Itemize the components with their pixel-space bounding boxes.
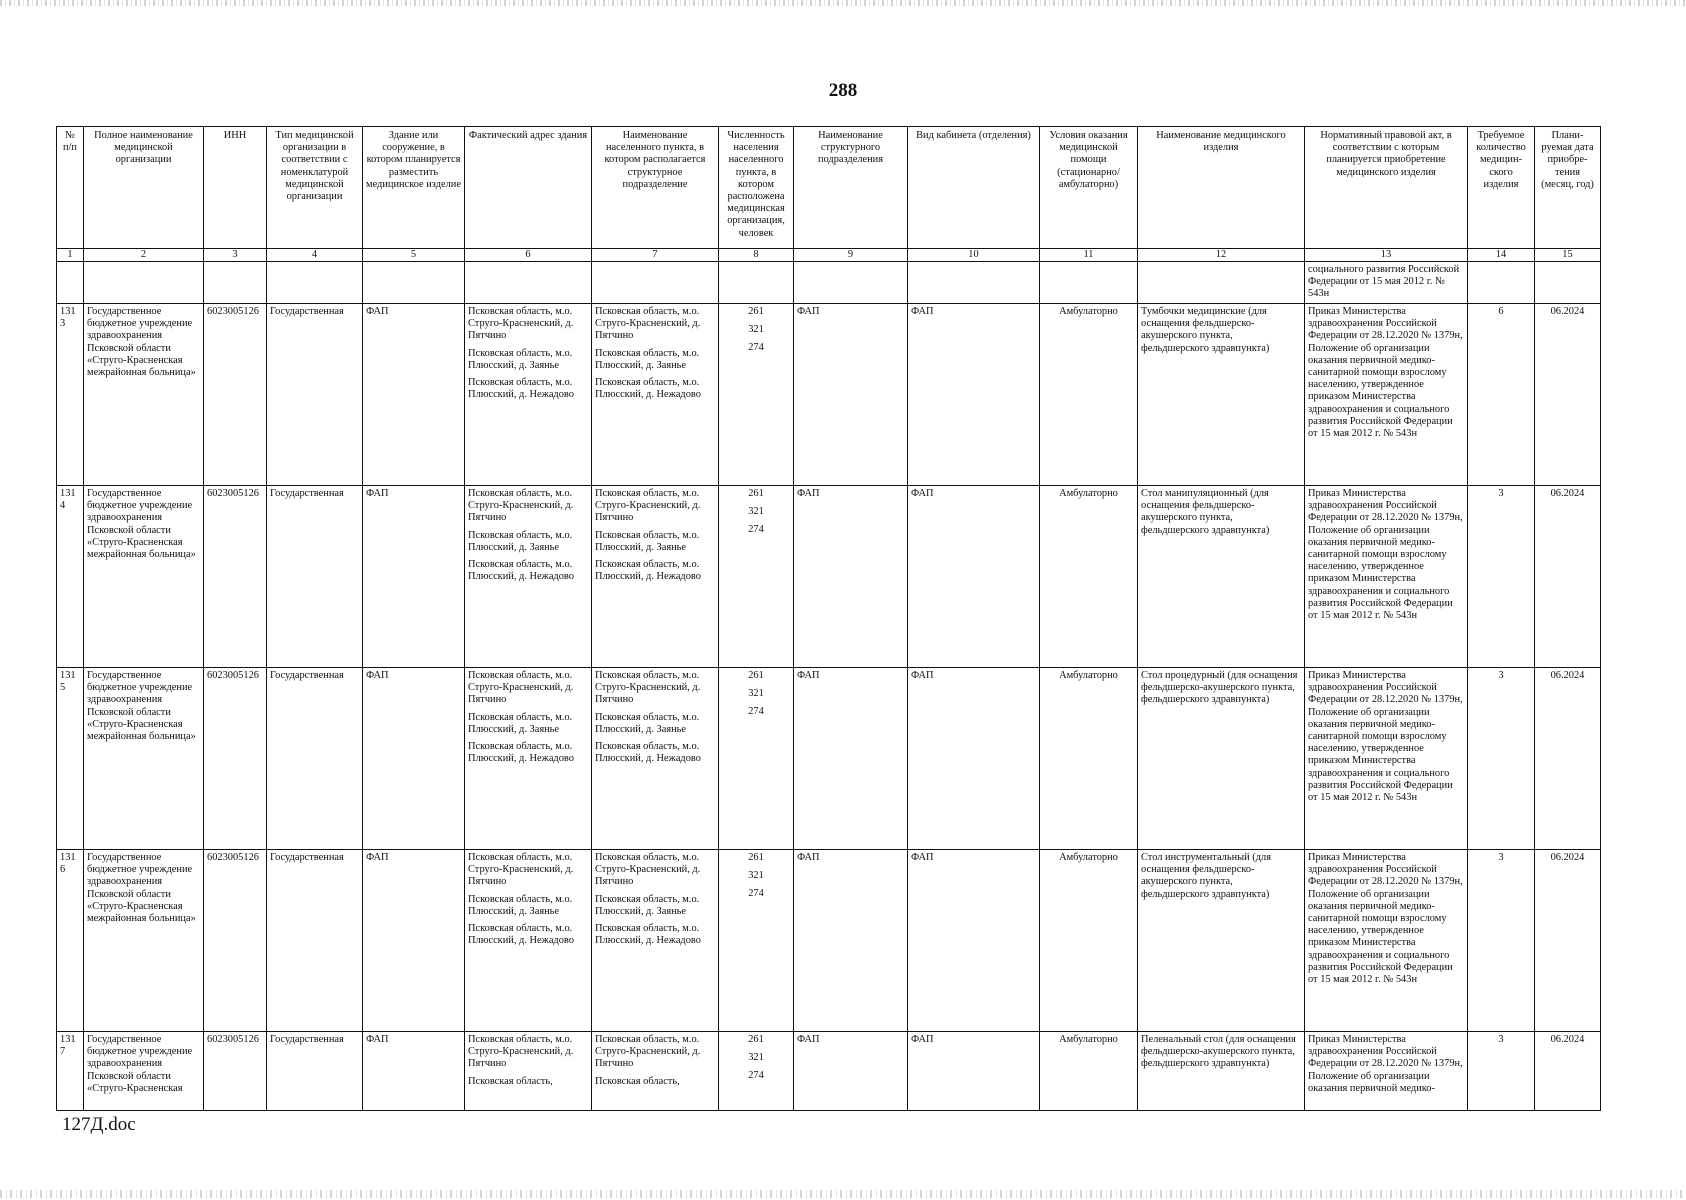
org-name: Государственное бюджетное учреждение здравоохранения Псковской области «Струго-Красненская межрайонная больница»	[84, 486, 204, 668]
settlement-cell-line: Псковская область, м.о. Плюсский, д. Заянье	[595, 711, 700, 735]
header-cell: Требуемое количество медицин-ского изделия	[1468, 127, 1535, 249]
column-number: 8	[719, 249, 794, 262]
address-cell-line: Псковская область,	[468, 1075, 553, 1087]
unit-cell: ФАП	[794, 304, 908, 486]
org-type: Государственная	[267, 668, 363, 850]
settlement-cell	[592, 850, 719, 1032]
settlement-cell-line: Псковская область, м.о. Струго-Красненский, д. Пятчино	[595, 670, 701, 706]
unit-cell: ФАП	[794, 1032, 908, 1111]
address-cell-line: Псковская область, м.о. Плюсский, д. Нежадово	[468, 377, 574, 401]
empty-cell	[719, 262, 794, 304]
empty-cell	[57, 262, 84, 304]
population-value: 261	[748, 488, 764, 499]
empty-cell	[1138, 262, 1305, 304]
org-name: Государственное бюджетное учреждение здравоохранения Псковской области «Струго-Красненская межрайонная больница»	[84, 304, 204, 486]
row-number: 1315	[57, 668, 84, 850]
column-number: 10	[908, 249, 1040, 262]
settlement-cell-line: Псковская область, м.о. Струго-Красненский, д. Пятчино	[595, 1034, 701, 1070]
population-value: 261	[748, 670, 764, 681]
empty-cell	[1535, 262, 1601, 304]
cabinet-cell: ФАП	[908, 486, 1040, 668]
population-value: 321	[748, 688, 764, 699]
org-type: Государственная	[267, 486, 363, 668]
column-number-row	[57, 249, 1601, 262]
empty-cell	[908, 262, 1040, 304]
empty-cell	[1468, 262, 1535, 304]
address-cell	[465, 850, 592, 1032]
header-cell: Условия оказания медицинской помощи (стационарно/ амбулаторно)	[1040, 127, 1138, 249]
org-type: Государственная	[267, 850, 363, 1032]
population-value: 321	[748, 324, 764, 335]
inn-cell: 6023005126	[204, 850, 267, 1032]
column-number: 11	[1040, 249, 1138, 262]
row-number: 1317	[57, 1032, 84, 1111]
header-cell: Полное наименование медицинской организации	[84, 127, 204, 249]
column-number: 5	[363, 249, 465, 262]
org-type: Государственная	[267, 304, 363, 486]
settlement-cell	[592, 668, 719, 850]
row-number: 1313	[57, 304, 84, 486]
header-cell: Тип медицинской организации в соответствии с номенклатурой медицинской организации	[267, 127, 363, 249]
header-cell: Нормативный правовой акт, в соответствии с которым планируется приобретение медицинского изделия	[1305, 127, 1468, 249]
address-cell-line: Псковская область, м.о. Струго-Красненский, д. Пятчино	[468, 852, 574, 888]
org-type: Государственная	[267, 1032, 363, 1111]
table-row	[57, 1032, 1601, 1111]
conditions-cell: Амбулаторно	[1040, 850, 1138, 1032]
settlement-cell	[592, 304, 719, 486]
address-cell-line: Псковская область, м.о. Плюсский, д. Нежадово	[468, 559, 574, 583]
address-cell-line: Псковская область, м.о. Струго-Красненский, д. Пятчино	[468, 1034, 574, 1070]
quantity-cell: 3	[1468, 850, 1535, 1032]
address-cell	[465, 1032, 592, 1111]
population-cell	[719, 1032, 794, 1111]
building-cell: ФАП	[363, 304, 465, 486]
population-value: 261	[748, 852, 764, 863]
empty-cell	[465, 262, 592, 304]
header-cell: Наименование структурного подразделения	[794, 127, 908, 249]
footer-filename: 127Д.doc	[62, 1114, 136, 1135]
column-number: 9	[794, 249, 908, 262]
building-cell: ФАП	[363, 850, 465, 1032]
empty-cell	[592, 262, 719, 304]
header-cell: Здание или сооружение, в котором планируется разместить медицинское изделие	[363, 127, 465, 249]
empty-cell	[794, 262, 908, 304]
org-name: Государственное бюджетное учреждение здравоохранения Псковской области «Струго-Красненская межрайонная больница»	[84, 850, 204, 1032]
column-number: 6	[465, 249, 592, 262]
device-name: Тумбочки медицинские (для оснащения фельдшерско-акушерского пункта, фельдшерского здравпункта)	[1138, 304, 1305, 486]
address-cell-line: Псковская область, м.о. Плюсский, д. Заянье	[468, 711, 573, 735]
population-value: 261	[748, 306, 764, 317]
device-name: Стол инструментальный (для оснащения фельдшерско-акушерского пункта, фельдшерского здравпункта)	[1138, 850, 1305, 1032]
legal-act: Приказ Министерства здравоохранения Российской Федерации от 28.12.2020 № 1379н, Положение об организации оказания первичной медико-санитарной помощи взрослому населению, утвержденное приказом Министерства здравоохранения и социального развития Российской Федерации от 15 мая 2012 г. № 543н	[1305, 668, 1468, 850]
continuation-text: социального развития Российской Федерации от 15 мая 2012 г. № 543н	[1305, 262, 1468, 304]
column-number: 7	[592, 249, 719, 262]
column-number: 3	[204, 249, 267, 262]
settlement-cell-line: Псковская область, м.о. Плюсский, д. Нежадово	[595, 377, 701, 401]
quantity-cell: 3	[1468, 668, 1535, 850]
inn-cell: 6023005126	[204, 486, 267, 668]
population-value: 274	[748, 524, 764, 535]
header-cell: № п/п	[57, 127, 84, 249]
device-name: Стол манипуляционный (для оснащения фельдшерско-акушерского пункта, фельдшерского здравпункта)	[1138, 486, 1305, 668]
address-cell-line: Псковская область, м.о. Плюсский, д. Заянье	[468, 529, 573, 553]
settlement-cell-line: Псковская область, м.о. Струго-Красненский, д. Пятчино	[595, 306, 701, 342]
header-cell: Наименование медицинского изделия	[1138, 127, 1305, 249]
population-cell	[719, 486, 794, 668]
building-cell: ФАП	[363, 1032, 465, 1111]
header-cell: Плани-руемая дата приобре-тения (месяц, год)	[1535, 127, 1601, 249]
address-cell-line: Псковская область, м.о. Плюсский, д. Нежадово	[468, 923, 574, 947]
date-cell: 06.2024	[1535, 304, 1601, 486]
header-cell: ИНН	[204, 127, 267, 249]
legal-act: Приказ Министерства здравоохранения Российской Федерации от 28.12.2020 № 1379н, Положение об организации оказания первичной медико-санитарной помощи взрослому населению, утвержденное приказом Министерства здравоохранения и социального развития Российской Федерации от 15 мая 2012 г. № 543н	[1305, 486, 1468, 668]
equipment-table	[56, 126, 1601, 1111]
settlement-cell-line: Псковская область, м.о. Плюсский, д. Заянье	[595, 529, 700, 553]
table-body	[57, 127, 1601, 1111]
cabinet-cell: ФАП	[908, 850, 1040, 1032]
device-name: Стол процедурный (для оснащения фельдшерско-акушерского пункта, фельдшерского здравпункта)	[1138, 668, 1305, 850]
legal-act: Приказ Министерства здравоохранения Российской Федерации от 28.12.2020 № 1379н, Положение об организации оказания первичной медико-санитарной помощи взрослому населению, утвержденное приказом Министерства здравоохранения и социального развития Российской Федерации от 15 мая 2012 г. № 543н	[1305, 304, 1468, 486]
cabinet-cell: ФАП	[908, 1032, 1040, 1111]
population-value: 261	[748, 1034, 764, 1045]
table-row	[57, 668, 1601, 850]
unit-cell: ФАП	[794, 850, 908, 1032]
date-cell: 06.2024	[1535, 486, 1601, 668]
date-cell: 06.2024	[1535, 668, 1601, 850]
settlement-cell-line: Псковская область, м.о. Плюсский, д. Заянье	[595, 347, 700, 371]
unit-cell: ФАП	[794, 486, 908, 668]
header-cell: Численность населения населенного пункта, в котором расположена медицинская организация, человек	[719, 127, 794, 249]
header-cell: Фактический адрес здания	[465, 127, 592, 249]
population-value: 274	[748, 1070, 764, 1081]
address-cell-line: Псковская область, м.о. Плюсский, д. Нежадово	[468, 741, 574, 765]
address-cell-line: Псковская область, м.о. Струго-Красненский, д. Пятчино	[468, 488, 574, 524]
settlement-cell-line: Псковская область, м.о. Плюсский, д. Заянье	[595, 893, 700, 917]
empty-cell	[84, 262, 204, 304]
page-number: 288	[828, 80, 858, 101]
row-number: 1316	[57, 850, 84, 1032]
conditions-cell: Амбулаторно	[1040, 668, 1138, 850]
legal-act: Приказ Министерства здравоохранения Российской Федерации от 28.12.2020 № 1379н, Положение об организации оказания первичной медико-санитарной помощи взрослому населению, утвержденное приказом Министерства здравоохранения и социального развития Российской Федерации от 15 мая 2012 г. № 543н	[1305, 850, 1468, 1032]
address-cell-line: Псковская область, м.о. Плюсский, д. Заянье	[468, 893, 573, 917]
header-cell: Наименование населенного пункта, в котором располагается структурное подразделение	[592, 127, 719, 249]
org-name: Государственное бюджетное учреждение здравоохранения Псковской области «Струго-Красненская межрайонная больница»	[84, 668, 204, 850]
settlement-cell-line: Псковская область, м.о. Плюсский, д. Нежадово	[595, 741, 701, 765]
settlement-cell-line: Псковская область, м.о. Плюсский, д. Нежадово	[595, 923, 701, 947]
inn-cell: 6023005126	[204, 304, 267, 486]
column-number: 4	[267, 249, 363, 262]
table-row	[57, 486, 1601, 668]
population-value: 321	[748, 506, 764, 517]
building-cell: ФАП	[363, 486, 465, 668]
settlement-cell-line: Псковская область, м.о. Плюсский, д. Нежадово	[595, 559, 701, 583]
address-cell	[465, 486, 592, 668]
empty-cell	[363, 262, 465, 304]
table-row	[57, 304, 1601, 486]
population-value: 274	[748, 888, 764, 899]
settlement-cell-line: Псковская область, м.о. Струго-Красненский, д. Пятчино	[595, 852, 701, 888]
legal-act: Приказ Министерства здравоохранения Российской Федерации от 28.12.2020 № 1379н, Положение об организации оказания первичной медико-	[1305, 1032, 1468, 1111]
row-number: 1314	[57, 486, 84, 668]
population-cell	[719, 304, 794, 486]
population-value: 274	[748, 706, 764, 717]
scan-edge-bottom	[0, 1190, 1686, 1198]
org-name: Государственное бюджетное учреждение здравоохранения Псковской области «Струго-Красненская	[84, 1032, 204, 1111]
device-name: Пеленальный стол (для оснащения фельдшерско-акушерского пункта, фельдшерского здравпункта)	[1138, 1032, 1305, 1111]
inn-cell: 6023005126	[204, 668, 267, 850]
quantity-cell: 6	[1468, 304, 1535, 486]
population-cell	[719, 668, 794, 850]
unit-cell: ФАП	[794, 668, 908, 850]
column-number: 14	[1468, 249, 1535, 262]
settlement-cell-line: Псковская область, м.о. Струго-Красненский, д. Пятчино	[595, 488, 701, 524]
cabinet-cell: ФАП	[908, 304, 1040, 486]
column-number: 1	[57, 249, 84, 262]
column-number: 13	[1305, 249, 1468, 262]
conditions-cell: Амбулаторно	[1040, 486, 1138, 668]
inn-cell: 6023005126	[204, 1032, 267, 1111]
column-number: 2	[84, 249, 204, 262]
address-cell-line: Псковская область, м.о. Плюсский, д. Заянье	[468, 347, 573, 371]
address-cell-line: Псковская область, м.о. Струго-Красненский, д. Пятчино	[468, 670, 574, 706]
empty-cell	[1040, 262, 1138, 304]
conditions-cell: Амбулаторно	[1040, 304, 1138, 486]
header-cell: Вид кабинета (отделения)	[908, 127, 1040, 249]
scan-edge-top	[0, 0, 1686, 6]
empty-cell	[204, 262, 267, 304]
address-cell-line: Псковская область, м.о. Струго-Красненский, д. Пятчино	[468, 306, 574, 342]
settlement-cell	[592, 1032, 719, 1111]
population-value: 321	[748, 870, 764, 881]
header-row	[57, 127, 1601, 249]
conditions-cell: Амбулаторно	[1040, 1032, 1138, 1111]
population-cell	[719, 850, 794, 1032]
cabinet-cell: ФАП	[908, 668, 1040, 850]
empty-cell	[267, 262, 363, 304]
population-value: 274	[748, 342, 764, 353]
column-number: 15	[1535, 249, 1601, 262]
address-cell	[465, 668, 592, 850]
address-cell	[465, 304, 592, 486]
column-number: 12	[1138, 249, 1305, 262]
settlement-cell	[592, 486, 719, 668]
date-cell: 06.2024	[1535, 850, 1601, 1032]
date-cell: 06.2024	[1535, 1032, 1601, 1111]
population-value: 321	[748, 1052, 764, 1063]
settlement-cell-line: Псковская область,	[595, 1075, 680, 1087]
continuation-row	[57, 262, 1601, 304]
table-row	[57, 850, 1601, 1032]
quantity-cell: 3	[1468, 1032, 1535, 1111]
quantity-cell: 3	[1468, 486, 1535, 668]
building-cell: ФАП	[363, 668, 465, 850]
